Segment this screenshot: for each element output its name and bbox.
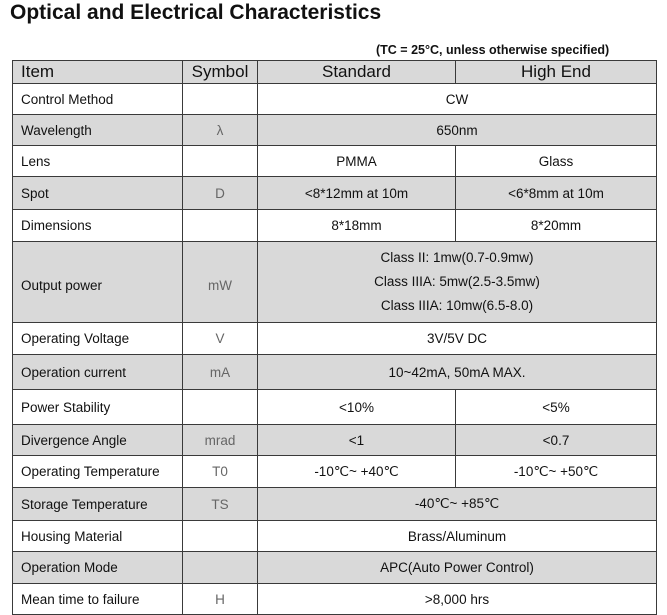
row-item: Control Method [13,84,183,115]
row-symbol: mA [183,355,258,390]
output-power-line: Class IIIA: 10mw(6.5-8.0) [380,298,534,313]
output-power-line: Class IIIA: 5mw(2.5-3.5mw) [374,274,540,289]
table-row-operating-voltage [13,323,657,355]
row-item: Spot [13,177,183,210]
row-symbol: T0 [183,456,258,488]
row-value-lines [258,242,657,323]
row-symbol: V [183,323,258,355]
column-header-symbol: Symbol [183,61,258,84]
table-row-wavelength [13,115,657,146]
table-row-mean-time-to-failure [13,584,657,615]
row-value: >8,000 hrs [258,584,657,615]
table-row-dimensions [13,210,657,242]
table-row-control-method [13,84,657,115]
row-item: Storage Temperature [13,488,183,521]
row-value: -40℃~ +85℃ [258,488,657,521]
row-item: Operation Mode [13,552,183,584]
row-item: Mean time to failure [13,584,183,615]
row-value: CW [258,84,657,115]
row-symbol: mW [183,242,258,323]
row-symbol [183,210,258,242]
row-symbol [183,390,258,425]
row-item: Operating Voltage [13,323,183,355]
row-value: 10~42mA, 50mA MAX. [258,355,657,390]
row-item: Operating Temperature [13,456,183,488]
table-row-spot [13,177,657,210]
row-high-end-value: <6*8mm at 10m [456,177,657,210]
row-symbol [183,84,258,115]
row-symbol: λ [183,115,258,146]
row-symbol: TS [183,488,258,521]
row-symbol: H [183,584,258,615]
table-row-output-power [13,242,657,323]
row-high-end-value: <5% [456,390,657,425]
row-symbol: D [183,177,258,210]
page-title: Optical and Electrical Characteristics [10,1,382,24]
row-item: Power Stability [13,390,183,425]
row-item: Housing Material [13,521,183,552]
table-row-housing-material [13,521,657,552]
row-standard-value: -10℃~ +40℃ [258,456,456,488]
column-header-item: Item [13,61,183,84]
row-item: Output power [13,242,183,323]
row-value: 650nm [258,115,657,146]
row-value: APC(Auto Power Control) [258,552,657,584]
row-symbol [183,552,258,584]
row-item: Operation current [13,355,183,390]
table-row-storage-temperature [13,488,657,521]
table-row-operation-current [13,355,657,390]
table-row-divergence-angle [13,425,657,456]
row-item: Divergence Angle [13,425,183,456]
row-standard-value: <1 [258,425,456,456]
row-standard-value: <10% [258,390,456,425]
row-value: Brass/Aluminum [258,521,657,552]
row-item: Dimensions [13,210,183,242]
row-value: 3V/5V DC [258,323,657,355]
row-standard-value: PMMA [258,146,456,177]
output-power-line: Class II: 1mw(0.7-0.9mw) [380,250,534,265]
table-header-row [13,61,657,84]
table-row-power-stability [13,390,657,425]
row-high-end-value: -10℃~ +50℃ [456,456,657,488]
row-high-end-value: Glass [456,146,657,177]
characteristics-table [12,60,657,615]
row-item: Wavelength [13,115,183,146]
row-high-end-value: <0.7 [456,425,657,456]
row-item: Lens [13,146,183,177]
column-header-high-end: High End [456,61,657,84]
row-symbol: mrad [183,425,258,456]
row-high-end-value: 8*20mm [456,210,657,242]
table-row-operating-temperature [13,456,657,488]
table-row-operation-mode [13,552,657,584]
row-symbol [183,521,258,552]
row-symbol [183,146,258,177]
test-condition-note: (TC = 25°C, unless otherwise specified) [376,43,610,57]
row-standard-value: <8*12mm at 10m [258,177,456,210]
table-row-lens [13,146,657,177]
row-standard-value: 8*18mm [258,210,456,242]
column-header-standard: Standard [258,61,456,84]
